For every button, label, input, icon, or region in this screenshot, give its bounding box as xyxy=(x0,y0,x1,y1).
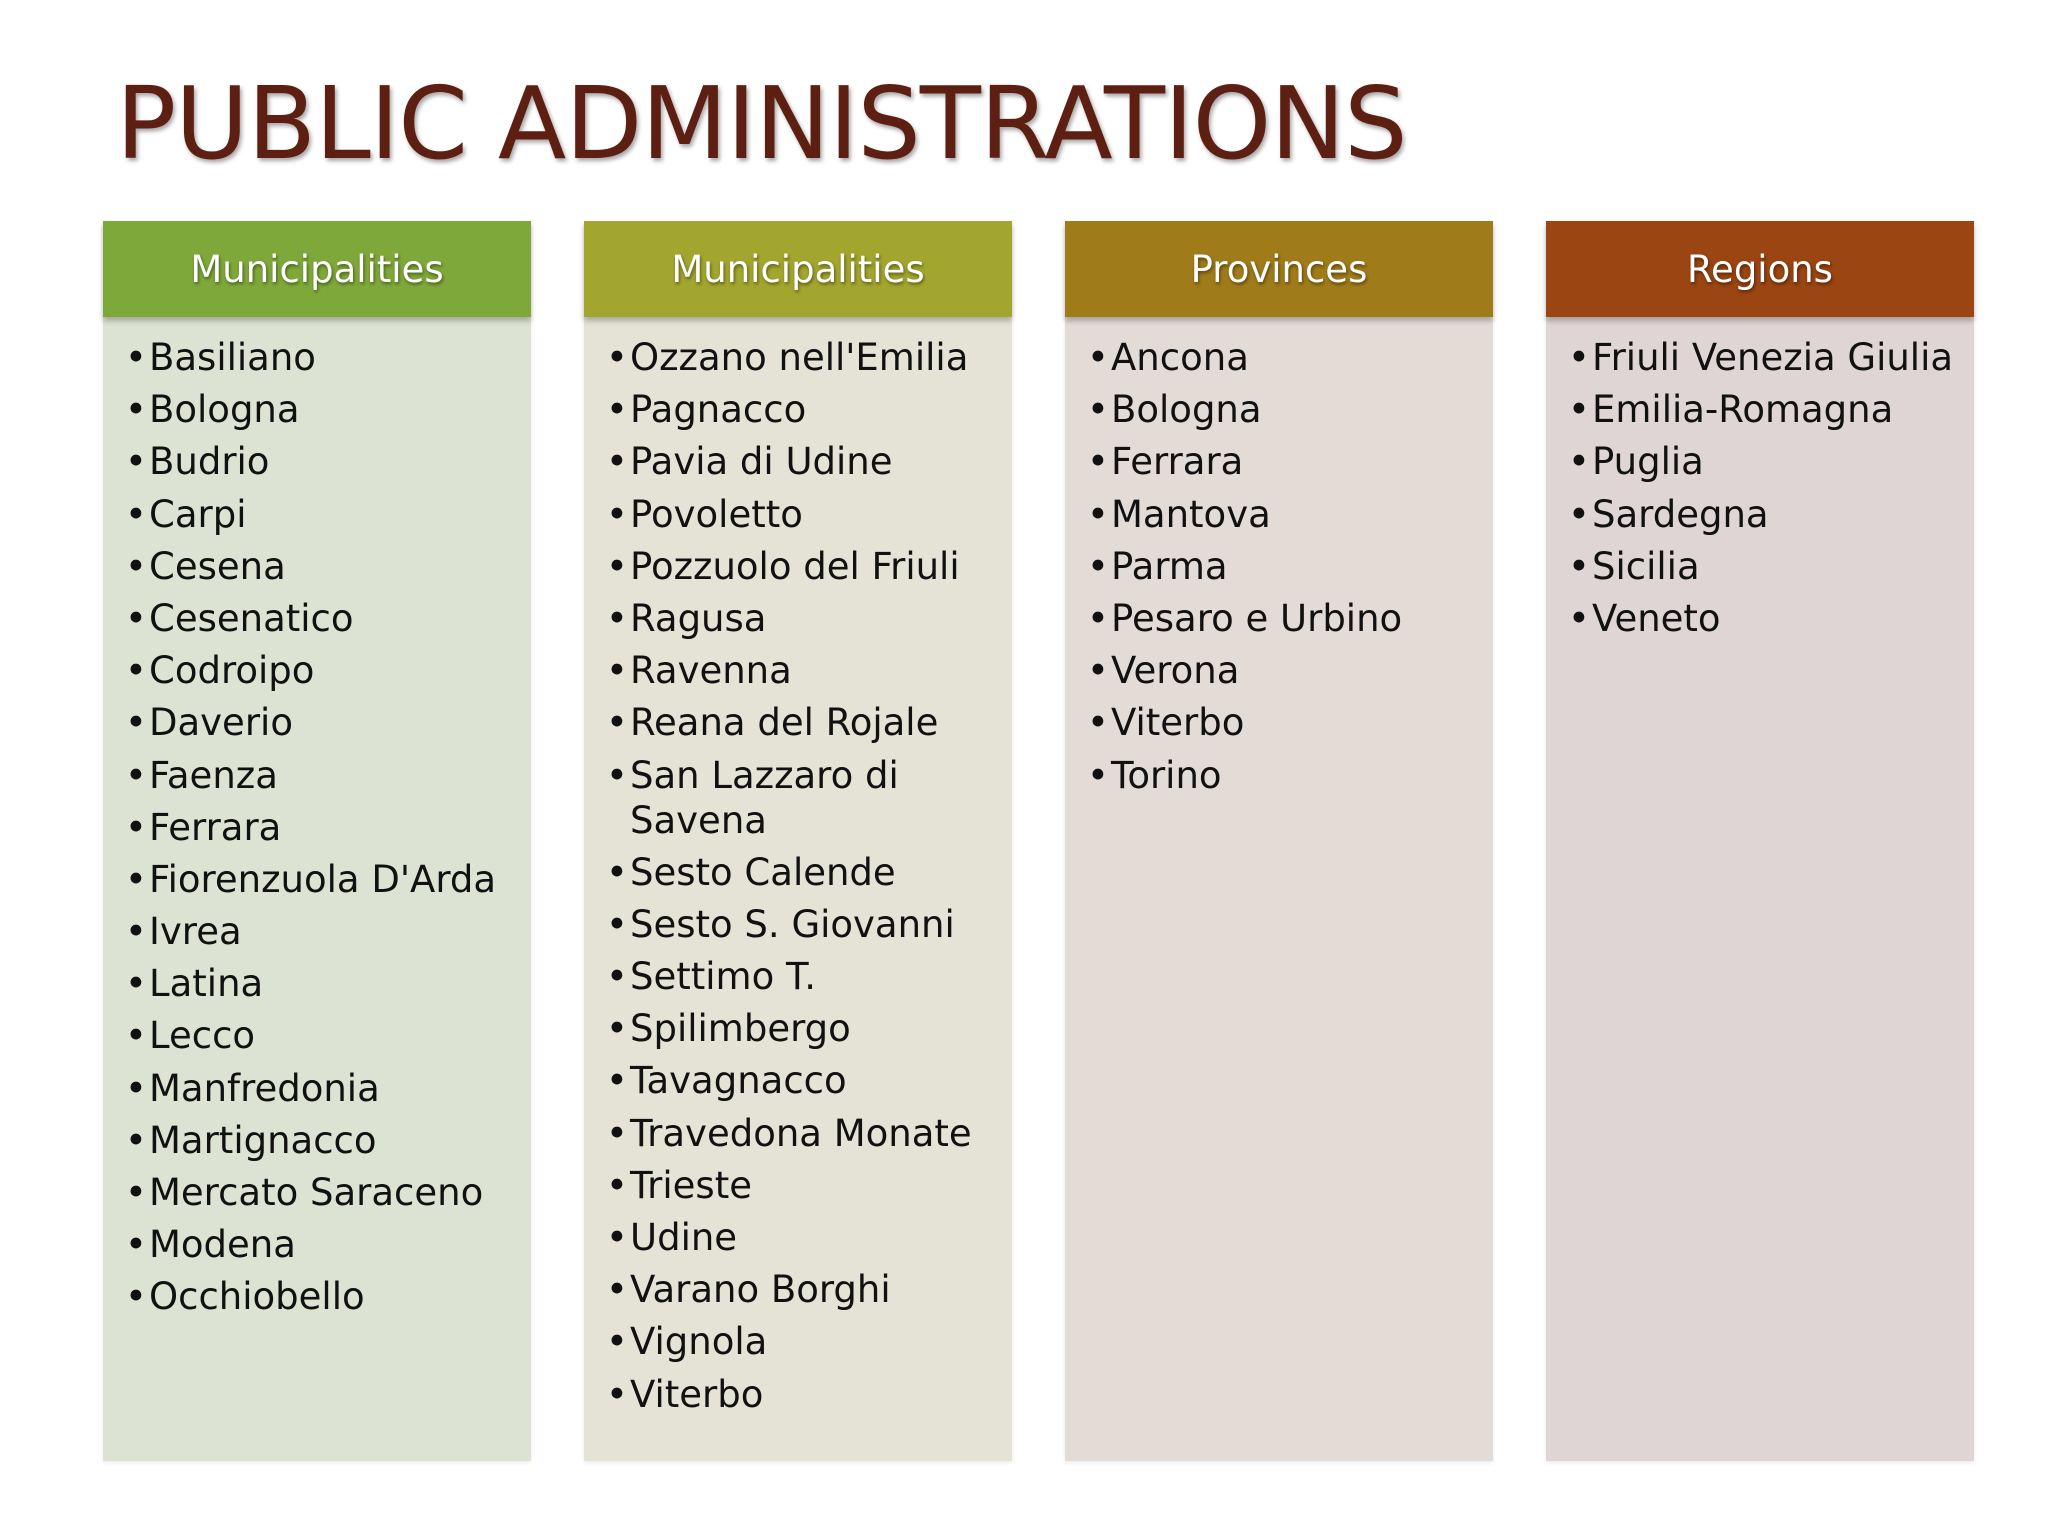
municipalities-list xyxy=(584,317,1012,1417)
column-body xyxy=(103,317,531,1461)
list-item: • Ravenna xyxy=(606,648,1002,693)
list-item: • Pagnacco xyxy=(606,387,1002,432)
list-item: • Bologna xyxy=(125,387,521,432)
list-item: • Viterbo xyxy=(606,1372,1002,1417)
list-item: • Sicilia xyxy=(1568,544,1964,589)
list-item: • Fiorenzuola D'Arda xyxy=(125,857,521,902)
list-item: • Carpi xyxy=(125,492,521,537)
list-item: • San Lazzaro di Savena xyxy=(606,753,1002,843)
list-item: • Faenza xyxy=(125,753,521,798)
column-municipalities-2 xyxy=(584,221,1012,1461)
list-item: • Cesena xyxy=(125,544,521,589)
list-item: • Friuli Venezia Giulia xyxy=(1568,335,1964,380)
list-item: • Modena xyxy=(125,1222,521,1267)
list-item: • Ferrara xyxy=(125,805,521,850)
column-regions xyxy=(1546,221,1974,1461)
list-item: • Basiliano xyxy=(125,335,521,380)
list-item: • Sesto Calende xyxy=(606,850,1002,895)
list-item: • Manfredonia xyxy=(125,1066,521,1111)
list-item: • Puglia xyxy=(1568,439,1964,484)
list-item: • Pesaro e Urbino xyxy=(1087,596,1483,641)
column-body xyxy=(1065,317,1493,1461)
list-item: • Daverio xyxy=(125,700,521,745)
list-item: • Verona xyxy=(1087,648,1483,693)
column-header: Municipalities xyxy=(103,221,531,317)
list-item: • Mantova xyxy=(1087,492,1483,537)
list-item: • Sesto S. Giovanni xyxy=(606,902,1002,947)
list-item: • Torino xyxy=(1087,753,1483,798)
column-header: Provinces xyxy=(1065,221,1493,317)
list-item: • Pavia di Udine xyxy=(606,439,1002,484)
column-body xyxy=(1546,317,1974,1461)
municipalities-list xyxy=(103,317,531,1319)
list-item: • Bologna xyxy=(1087,387,1483,432)
list-item: • Veneto xyxy=(1568,596,1964,641)
provinces-list xyxy=(1065,317,1493,798)
column-header: Municipalities xyxy=(584,221,1012,317)
list-item: • Ragusa xyxy=(606,596,1002,641)
list-item: • Budrio xyxy=(125,439,521,484)
list-item: • Tavagnacco xyxy=(606,1058,1002,1103)
regions-list xyxy=(1546,317,1974,641)
list-item: • Parma xyxy=(1087,544,1483,589)
list-item: • Povoletto xyxy=(606,492,1002,537)
list-item: • Vignola xyxy=(606,1319,1002,1364)
slide-title: PUBLIC ADMINISTRATIONS xyxy=(116,65,1407,182)
list-item: • Sardegna xyxy=(1568,492,1964,537)
list-item: • Reana del Rojale xyxy=(606,700,1002,745)
column-header: Regions xyxy=(1546,221,1974,317)
list-item: • Martignacco xyxy=(125,1118,521,1163)
list-item: • Emilia-Romagna xyxy=(1568,387,1964,432)
list-item: • Travedona Monate xyxy=(606,1111,1002,1156)
list-item: • Lecco xyxy=(125,1013,521,1058)
list-item: • Varano Borghi xyxy=(606,1267,1002,1312)
list-item: • Ferrara xyxy=(1087,439,1483,484)
list-item: • Ivrea xyxy=(125,909,521,954)
list-item: • Ancona xyxy=(1087,335,1483,380)
list-item: • Settimo T. xyxy=(606,954,1002,999)
list-item: • Latina xyxy=(125,961,521,1006)
column-provinces xyxy=(1065,221,1493,1461)
list-item: • Spilimbergo xyxy=(606,1006,1002,1051)
list-item: • Pozzuolo del Friuli xyxy=(606,544,1002,589)
list-item: • Cesenatico xyxy=(125,596,521,641)
list-item: • Ozzano nell'Emilia xyxy=(606,335,1002,380)
column-municipalities-1 xyxy=(103,221,531,1461)
list-item: • Mercato Saraceno xyxy=(125,1170,521,1215)
list-item: • Trieste xyxy=(606,1163,1002,1208)
list-item: • Codroipo xyxy=(125,648,521,693)
column-body xyxy=(584,317,1012,1461)
list-item: • Viterbo xyxy=(1087,700,1483,745)
list-item: • Udine xyxy=(606,1215,1002,1260)
list-item: • Occhiobello xyxy=(125,1274,521,1319)
